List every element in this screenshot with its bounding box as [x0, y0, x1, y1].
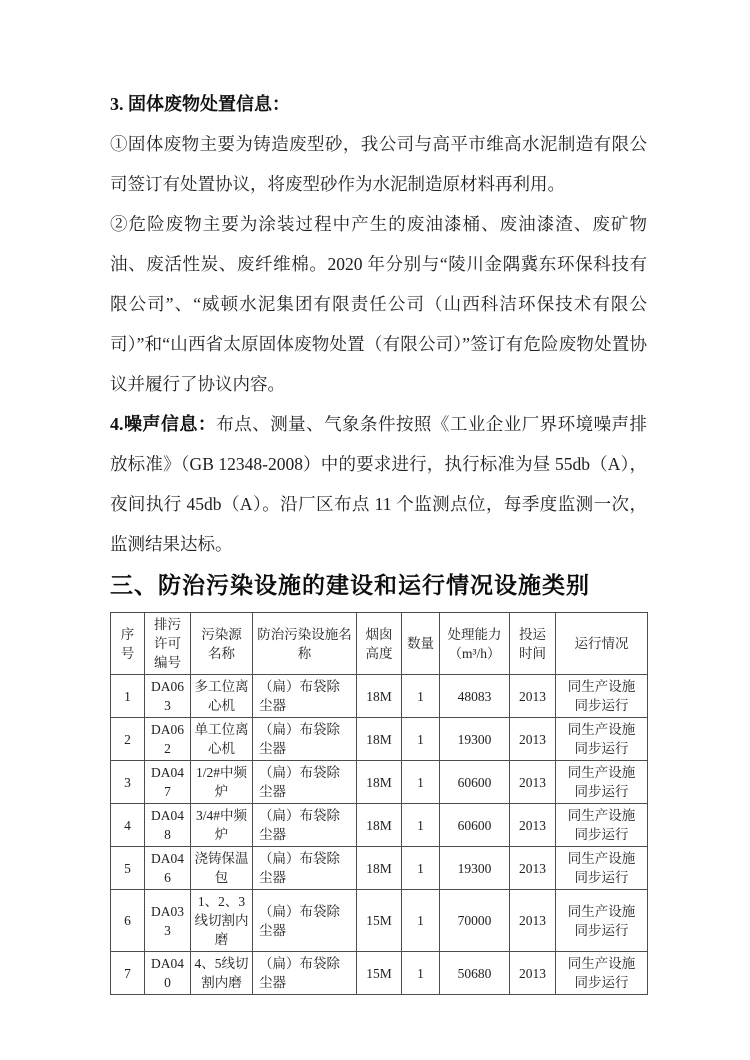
column-header: 序号	[111, 613, 145, 675]
table-cell: 1	[402, 761, 440, 804]
pollution-control-facilities-table	[110, 612, 648, 995]
table-cell: 18M	[357, 675, 402, 718]
table-cell: 同生产设施同步运行	[556, 952, 648, 995]
table-cell: 2013	[510, 847, 556, 890]
table-cell: DA063	[145, 675, 191, 718]
table-cell: 3/4#中频炉	[191, 804, 253, 847]
table-cell: 1	[402, 952, 440, 995]
table-cell: DA040	[145, 952, 191, 995]
column-header: 投运时间	[510, 613, 556, 675]
table-cell: 1	[402, 890, 440, 952]
column-header: 数量	[402, 613, 440, 675]
table-cell: 1	[402, 718, 440, 761]
table-cell: DA033	[145, 890, 191, 952]
table-cell: 18M	[357, 718, 402, 761]
table-cell: 60600	[440, 804, 510, 847]
section4-paragraph	[110, 404, 647, 564]
table-cell: （扁）布袋除尘器	[253, 952, 357, 995]
table-cell: （扁）布袋除尘器	[253, 761, 357, 804]
table-cell: 18M	[357, 761, 402, 804]
column-header: 运行情况	[556, 613, 648, 675]
table-row	[111, 675, 648, 718]
table-cell: 浇铸保温包	[191, 847, 253, 890]
table-cell: 2013	[510, 890, 556, 952]
table-cell: 6	[111, 890, 145, 952]
table-cell: 19300	[440, 718, 510, 761]
table-cell: 2013	[510, 761, 556, 804]
table-row	[111, 952, 648, 995]
table-cell: 50680	[440, 952, 510, 995]
table-row	[111, 890, 648, 952]
table-cell: 18M	[357, 847, 402, 890]
table-cell: 15M	[357, 890, 402, 952]
table-cell: （扁）布袋除尘器	[253, 890, 357, 952]
table-cell: 2013	[510, 952, 556, 995]
column-header: 排污许可编号	[145, 613, 191, 675]
table-cell: 2013	[510, 675, 556, 718]
section4-body: 布点、测量、气象条件按照《工业企业厂界环境噪声排放标准》（GB 12348-2008）中的要求进行，执行标准为昼 55db（A），夜间执行 45db（A）。沿厂区布点 11 个监测点位，每季度监测一次，监测结果达标。	[110, 414, 648, 554]
table-cell: 70000	[440, 890, 510, 952]
table-cell: 7	[111, 952, 145, 995]
table-cell: 单工位离心机	[191, 718, 253, 761]
document-content	[110, 84, 647, 995]
table-row	[111, 804, 648, 847]
table-cell: 60600	[440, 761, 510, 804]
column-header: 烟囱高度	[357, 613, 402, 675]
table-cell: DA062	[145, 718, 191, 761]
table-cell: 4	[111, 804, 145, 847]
table-cell: 1	[111, 675, 145, 718]
table-cell: 15M	[357, 952, 402, 995]
table-cell: 同生产设施同步运行	[556, 804, 648, 847]
table-cell: 2	[111, 718, 145, 761]
section3-heading: 3. 固体废物处置信息：	[110, 94, 290, 114]
section3-paragraph-1: ①固体废物主要为铸造废型砂，我公司与高平市维高水泥制造有限公司签订有处置协议，将废型砂作为水泥制造原材料再利用。	[110, 134, 647, 194]
table-cell: 同生产设施同步运行	[556, 890, 648, 952]
table-cell: DA046	[145, 847, 191, 890]
table-cell: （扁）布袋除尘器	[253, 718, 357, 761]
section-iii-heading: 三、防治污染设施的建设和运行情况设施类别	[110, 572, 590, 598]
table-cell: （扁）布袋除尘器	[253, 804, 357, 847]
table-cell: （扁）布袋除尘器	[253, 847, 357, 890]
table-cell: 1	[402, 847, 440, 890]
column-header: 防治污染设施名称	[253, 613, 357, 675]
section3-paragraph-2: ②危险废物主要为涂装过程中产生的废油漆桶、废油漆渣、废矿物油、废活性炭、废纤维棉。2020 年分别与“陵川金隅冀东环保科技有限公司”、“威顿水泥集团有限责任公司（山西科洁环保技术有限公司）”和“山西省太原固体废物处置（有限公司）”签订有危险废物处置协议并履行了协议内容。	[110, 214, 647, 394]
table-row	[111, 761, 648, 804]
table-cell: 同生产设施同步运行	[556, 718, 648, 761]
table-cell: 同生产设施同步运行	[556, 675, 648, 718]
table-cell: 1、2、3线切割内磨	[191, 890, 253, 952]
table-cell: 1	[402, 675, 440, 718]
table-cell: 1/2#中频炉	[191, 761, 253, 804]
table-cell: 5	[111, 847, 145, 890]
table-header-row	[111, 613, 648, 675]
table-cell: 3	[111, 761, 145, 804]
section4-label: 4.噪声信息：	[110, 414, 217, 434]
table-cell: 48083	[440, 675, 510, 718]
table-cell: DA047	[145, 761, 191, 804]
table-cell: 19300	[440, 847, 510, 890]
table-cell: 4、5线切割内磨	[191, 952, 253, 995]
table-row	[111, 718, 648, 761]
table-cell: 同生产设施同步运行	[556, 847, 648, 890]
table-cell: 18M	[357, 804, 402, 847]
table-row	[111, 847, 648, 890]
table-cell: （扁）布袋除尘器	[253, 675, 357, 718]
table-cell: 同生产设施同步运行	[556, 761, 648, 804]
table-cell: 多工位离心机	[191, 675, 253, 718]
column-header: 污染源名称	[191, 613, 253, 675]
table-cell: DA048	[145, 804, 191, 847]
table-cell: 2013	[510, 718, 556, 761]
table-cell: 1	[402, 804, 440, 847]
table-cell: 2013	[510, 804, 556, 847]
column-header: 处理能力（m³/h）	[440, 613, 510, 675]
